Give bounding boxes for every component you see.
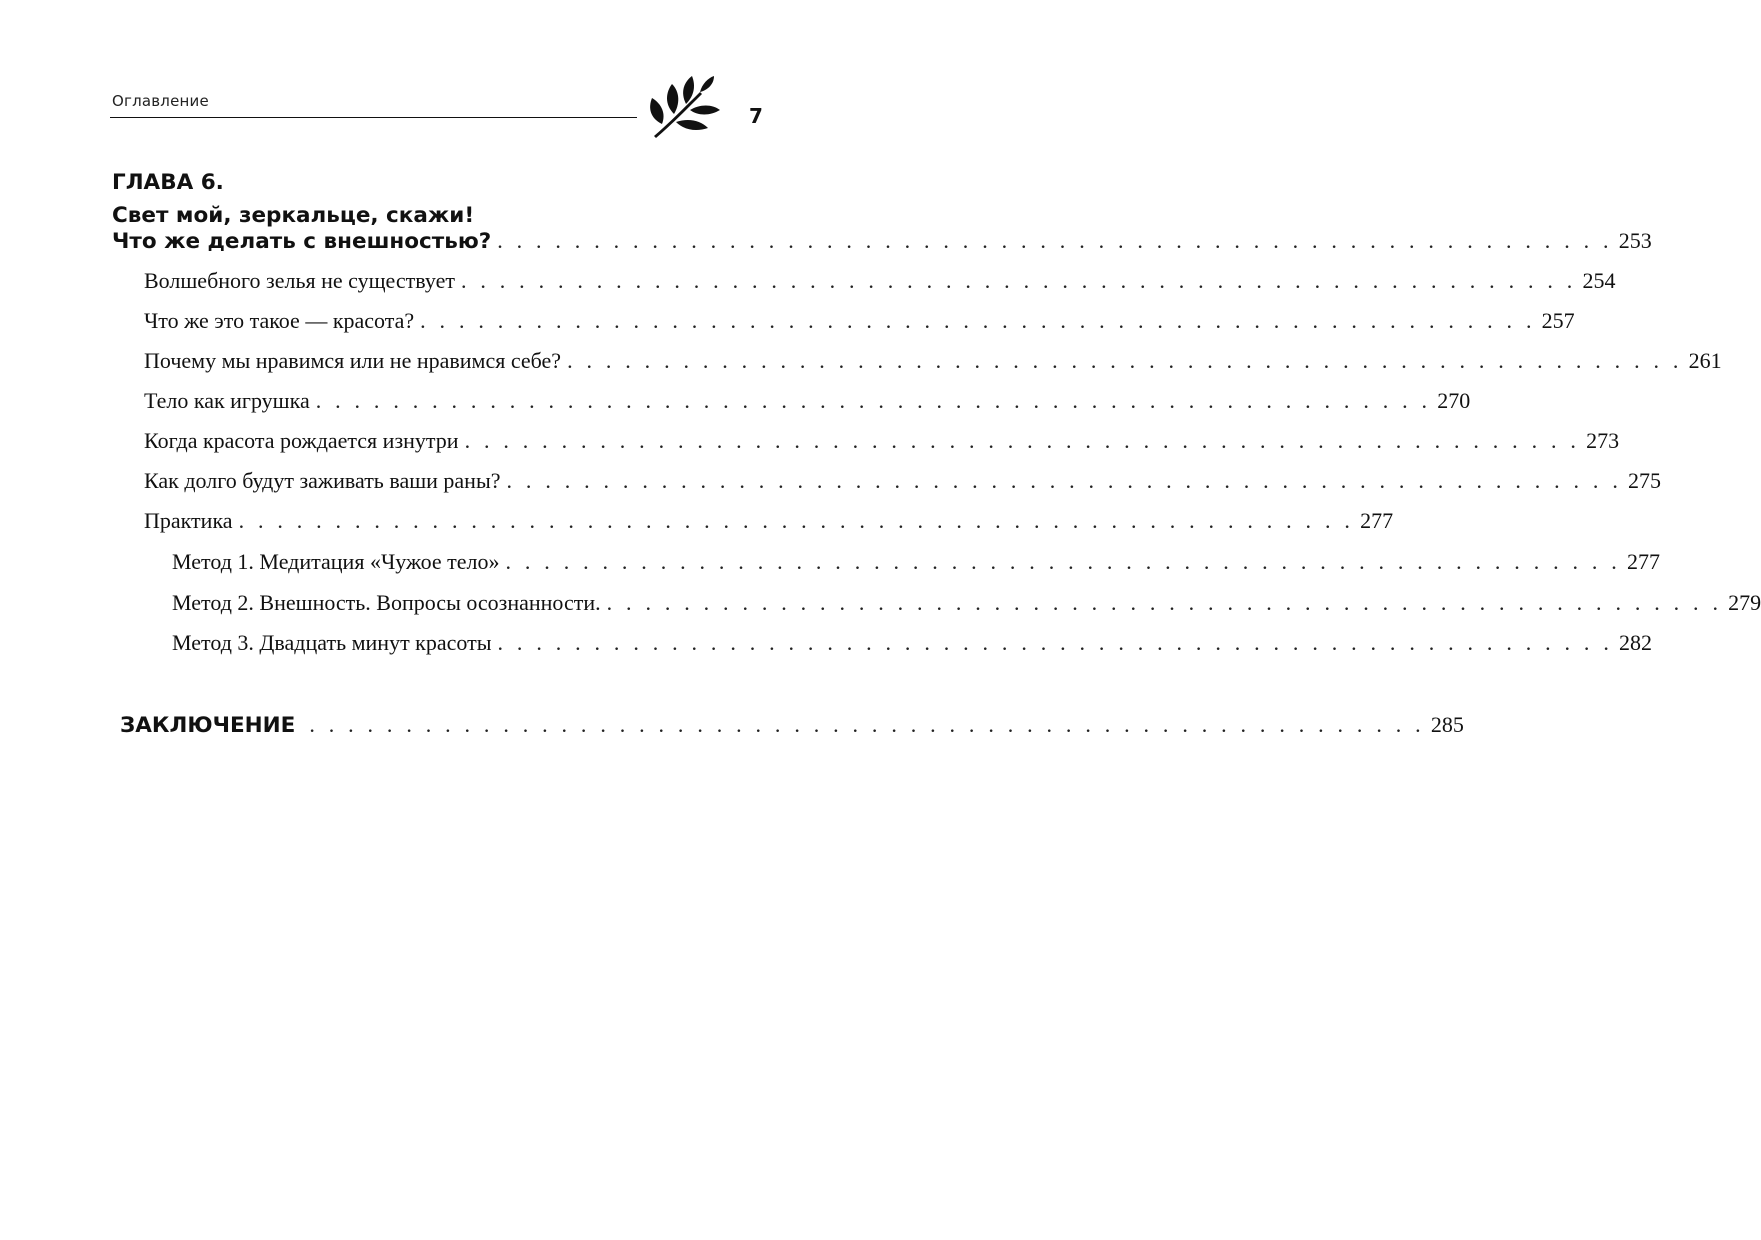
page-number: 7 bbox=[749, 104, 763, 128]
toc-entry-page: 275 bbox=[1628, 468, 1662, 493]
toc-entry-label: Тело как игрушка bbox=[144, 388, 310, 413]
toc-entry-label: Волшебного зелья не существует bbox=[144, 268, 455, 293]
dot-leader: . . . . . . . . . . . . . . . . . . . . . . . . . . . . . . . . . . . . . . . . . . . . . . . . . . . . . . . . . . bbox=[238, 508, 1355, 533]
toc-method-label: Метод 3. Двадцать минут красоты bbox=[172, 630, 492, 655]
toc-entry-page: 261 bbox=[1688, 348, 1722, 373]
toc-entry-page: 277 bbox=[1360, 508, 1394, 533]
toc-entry-page: 273 bbox=[1586, 428, 1620, 453]
toc-entry[interactable] bbox=[144, 348, 1722, 376]
chapter-title-row[interactable] bbox=[112, 228, 1652, 256]
toc-entry-label: Почему мы нравимся или не нравимся себе? bbox=[144, 348, 562, 373]
toc-entry[interactable] bbox=[144, 508, 1394, 536]
leaf-branch-icon bbox=[648, 74, 722, 138]
running-header-title: Оглавление bbox=[112, 92, 209, 110]
toc-entry-label: Когда красота рождается изнутри bbox=[144, 428, 459, 453]
chapter-number-heading: ГЛАВА 6. bbox=[112, 170, 224, 195]
toc-entry[interactable] bbox=[144, 468, 1662, 496]
toc-method-label: Метод 1. Медитация «Чужое тело» bbox=[172, 549, 500, 574]
dot-leader: . . . . . . . . . . . . . . . . . . . . . . . . . . . . . . . . . . . . . . . . . . . . . . . . . . . . . . . . . . bbox=[497, 630, 1614, 655]
conclusion-label: ЗАКЛЮЧЕНИЕ bbox=[120, 713, 296, 738]
header-rule bbox=[110, 117, 637, 118]
dot-leader: . . . . . . . . . . . . . . . . . . . . . . . . . . . . . . . . . . . . . . . . . . . . . . . . . . . . . . . . . . bbox=[420, 308, 1536, 333]
conclusion-page: 285 bbox=[1430, 712, 1464, 737]
chapter-title-label: Что же делать с внешностью? bbox=[112, 229, 492, 254]
toc-entry[interactable] bbox=[144, 268, 1616, 296]
dot-leader: . . . . . . . . . . . . . . . . . . . . . . . . . . . . . . . . . . . . . . . . . . . . . . . . . . . . . . . . . . bbox=[505, 549, 1621, 574]
toc-entry[interactable] bbox=[144, 428, 1620, 456]
toc-method-label: Метод 2. Внешность. Вопросы осознанности. bbox=[172, 590, 601, 615]
dot-leader: . . . . . . . . . . . . . . . . . . . . . . . . . . . . . . . . . . . . . . . . . . . . . . . . . . . . . . . . . . bbox=[460, 268, 1577, 293]
toc-method-page: 279 bbox=[1728, 590, 1761, 615]
dot-leader: . . . . . . . . . . . . . . . . . . . . . . . . . . . . . . . . . . . . . . . . . . . . . . . . . . . . . . . . . . bbox=[606, 590, 1723, 615]
toc-entry-page: 254 bbox=[1582, 268, 1616, 293]
chapter-title-line: Свет мой, зеркальце, скажи! bbox=[112, 203, 475, 228]
toc-method-page: 277 bbox=[1627, 549, 1660, 574]
toc-entry-label: Практика bbox=[144, 508, 233, 533]
toc-conclusion-entry[interactable] bbox=[120, 712, 1464, 740]
dot-leader: . . . . . . . . . . . . . . . . . . . . . . . . . . . . . . . . . . . . . . . . . . . . . . . . . . . . . . . . . . bbox=[506, 468, 1623, 493]
chapter-page-number: 253 bbox=[1618, 228, 1652, 253]
dot-leader: . . . . . . . . . . . . . . . . . . . . . . . . . . . . . . . . . . . . . . . . . . . . . . . . . . . . . . . . . . bbox=[309, 712, 1425, 737]
dot-leader: . . . . . . . . . . . . . . . . . . . . . . . . . . . . . . . . . . . . . . . . . . . . . . . . . . . . . . . . . . bbox=[497, 228, 1613, 253]
dot-leader: . . . . . . . . . . . . . . . . . . . . . . . . . . . . . . . . . . . . . . . . . . . . . . . . . . . . . . . . . . bbox=[567, 348, 1683, 373]
toc-method-page: 282 bbox=[1619, 630, 1653, 655]
dot-leader: . . . . . . . . . . . . . . . . . . . . . . . . . . . . . . . . . . . . . . . . . . . . . . . . . . . . . . . . . . bbox=[464, 428, 1581, 453]
toc-entry[interactable] bbox=[144, 388, 1471, 416]
toc-method-entry[interactable] bbox=[172, 630, 1653, 658]
toc-entry-label: Как долго будут заживать ваши раны? bbox=[144, 468, 501, 493]
toc-entry[interactable] bbox=[144, 308, 1575, 336]
toc-entry-label: Что же это такое — красота? bbox=[144, 308, 415, 333]
toc-method-entry[interactable] bbox=[172, 590, 1761, 618]
toc-entry-page: 257 bbox=[1541, 308, 1575, 333]
toc-entry-page: 270 bbox=[1437, 388, 1471, 413]
toc-method-entry[interactable] bbox=[172, 549, 1660, 577]
dot-leader: . . . . . . . . . . . . . . . . . . . . . . . . . . . . . . . . . . . . . . . . . . . . . . . . . . . . . . . . . . bbox=[315, 388, 1432, 413]
